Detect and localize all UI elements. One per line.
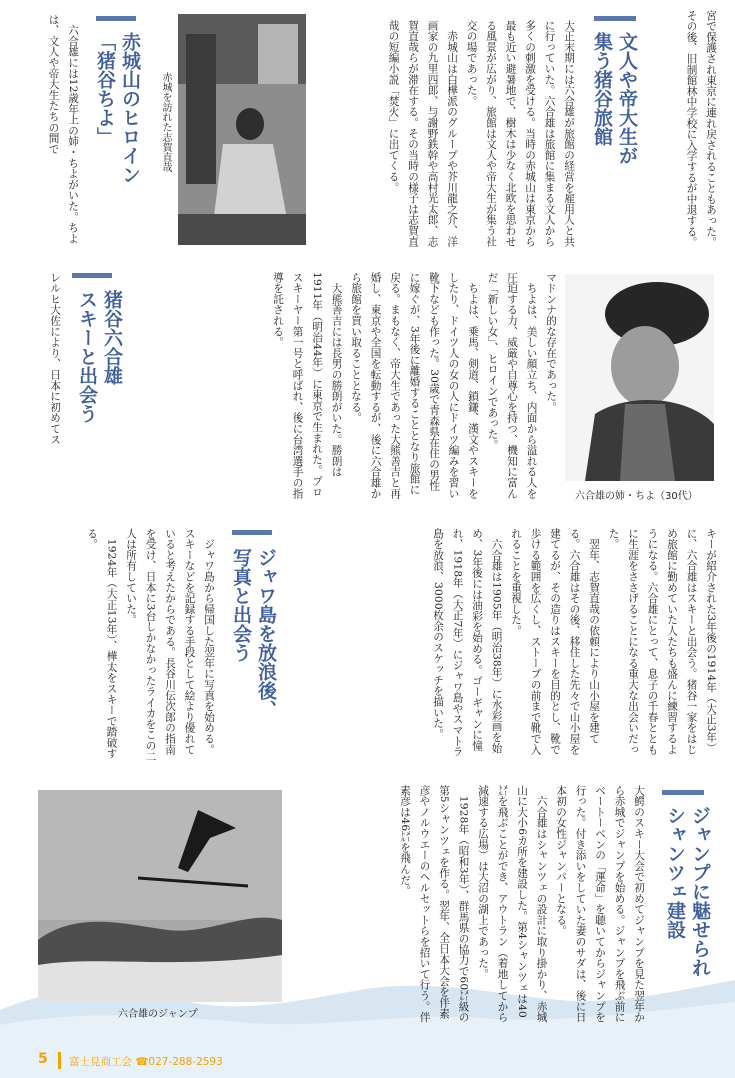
column-c5: レルヒ大佐により、日本に初めてス xyxy=(49,272,61,445)
caption-shiga: 赤城を訪れた志賀直哉 xyxy=(160,72,171,172)
column-c8: 大鰐のスキー大会で初めてジャンプを見た翌年から赤城でジャンプを始める。ジャンプを飛ぶ前にベートーベンの「運命」を聴いてからジャンプを行った。付き添いをしていた妻のサダは、後に日本初の女性ジャンパーとなる。 六合雄はシャンツェの設計に取り掛かり、赤城山に大小6カ所を建設した。第4シャンツェは40㍍を飛ぶことができ、アウトラン（着地してから減速する広場）は大沼の湖上であった。 1928年（昭和3年）、群馬県の協力で60㍍級の第5シャンツェを作る。翌年、全日本大会を伴素彦やノルウエーのヘルセットらを招いて行う。伴素彦は46㍍を飛んだ。 xyxy=(399,785,645,1023)
photo-shape xyxy=(186,34,216,184)
heading-bar xyxy=(594,16,636,21)
heading-java: ジャワ島を放浪後、 写真と出会う xyxy=(230,548,277,719)
photo-chiyo xyxy=(565,274,714,481)
heading-bar xyxy=(662,790,704,795)
heading-ski-encounter: 猪谷六合雄 スキーと出会う xyxy=(76,290,123,423)
footer-divider xyxy=(58,1052,61,1069)
photo-shape xyxy=(611,326,679,406)
footer-organization: 富士見商工会 ☎027-288-2593 xyxy=(69,1056,223,1068)
column-c6: キーが紹介された3年後の1914年（大正3年）に、六合雄はスキーと出会う。猪谷一家をはじめ旅館に勤めていた人たちも盛んに練習するようになる。六合雄にとって、息子の千春とともに生涯をささげることになる重大な出会いだった。 翌年、志賀直哉の依頼により山小屋を建てる。六合雄はその後、移住した先々で山小屋を建てるが、その造りはスキーを目的とし、靴で歩ける範囲を広くし、ストーブの前まで靴で入れることを重視した。 六合雄は1905年（明治38年）に水彩画を始め、3年後には油彩を始める。ゴーギャンに憧れ、1918年（大正7年）にジャワ島やスマトラ島を放浪、3000枚余のスケッチを描いた。 xyxy=(432,528,717,758)
column-c1: 宮で保護され東京に連れ戻されることもあった。その後、旧制館林中学校に入学するが中退する。 xyxy=(685,10,717,248)
photo-shape xyxy=(236,108,264,140)
heading-bar xyxy=(72,273,112,278)
column-c2: 大正末期には六合雄が旅館の経営を雇用人と共に行っていた。六合雄は旅館に集まる文人から多くの刺激を受ける。当時の赤城山は東京から最も近い避暑地で、樹木は少なく北欧を思わせる風景が広がり、旅館は文人や帝大生が集う社交の場であった。 赤城山は白樺派のグループや芥川龍之介、洋画家の九里四郎、与謝野鉄幹や高村光太郎、志賀直哉らが滞在する。その当時の様子は志賀直哉の短編小説「焚火」に出てくる。 xyxy=(387,20,575,247)
heading-bar xyxy=(96,16,136,21)
photo-shape xyxy=(178,214,306,245)
caption-jump: 六合雄のジャンプ xyxy=(118,1009,198,1020)
photo-jump xyxy=(38,790,282,1002)
heading-bunjin-ryokan: 文人や帝大生が 集う猪谷旅館 xyxy=(591,32,638,165)
column-c4: マドンナ的な存在であった。 ちよは、美しい顔立ち、内面から溢れる人を圧迫する力、威厳や自尊心を持つ、機知に富んだ「新しい女」、ヒロインであった。 ちよは、乗馬、剣道、鎖鎌、漢文やスキーをしたり、ドイツ人の女の人にドイツ編みを習い靴下なども作った。30歳で青森県在住の男性に嫁ぐが、3年後に離婚することとなり旅館に戻る。まもなく、帝大生であった大熊善吉と再婚し、東京や全国を転動するが、後に六合雄から旅館を買い取ることとなる。 大熊善吉には長男の勝朗がいた。勝朗は1911年（明治44年）に東京で生まれた。プロスキーヤー第一号と呼ばれ、後に台湾選手の指導を託される。 xyxy=(272,272,557,499)
column-c3: 六合雄には12歳年上の姉・ちよがいた。ちよは、文人や帝大生たちの間で xyxy=(47,14,79,244)
photo-shape xyxy=(38,790,282,920)
page-number: 5 xyxy=(38,1051,48,1067)
column-c7: ジャワ島から帰国した翌年に写真を始める。スキーなどを記録する手段として絵より優れていると考えたからである。長谷川伝次郎の指南を受け、日本に3台しかなかったライカをこの二人は所有していた。 1924年（大正13年）、樺太をスキーで踏破する。 xyxy=(86,528,215,762)
photo-shape xyxy=(258,24,298,84)
caption-chiyo: 六合雄の姉・ちよ（30代） xyxy=(575,491,698,502)
heading-akagi-heroine: 赤城山のヒロイン 「猪谷ちよ」 xyxy=(94,32,141,184)
photo-shiga-naoya xyxy=(178,14,306,245)
heading-jump-schanze: ジャンプに魅せられ シャンツェ建設 xyxy=(664,806,711,977)
heading-bar xyxy=(232,530,272,535)
